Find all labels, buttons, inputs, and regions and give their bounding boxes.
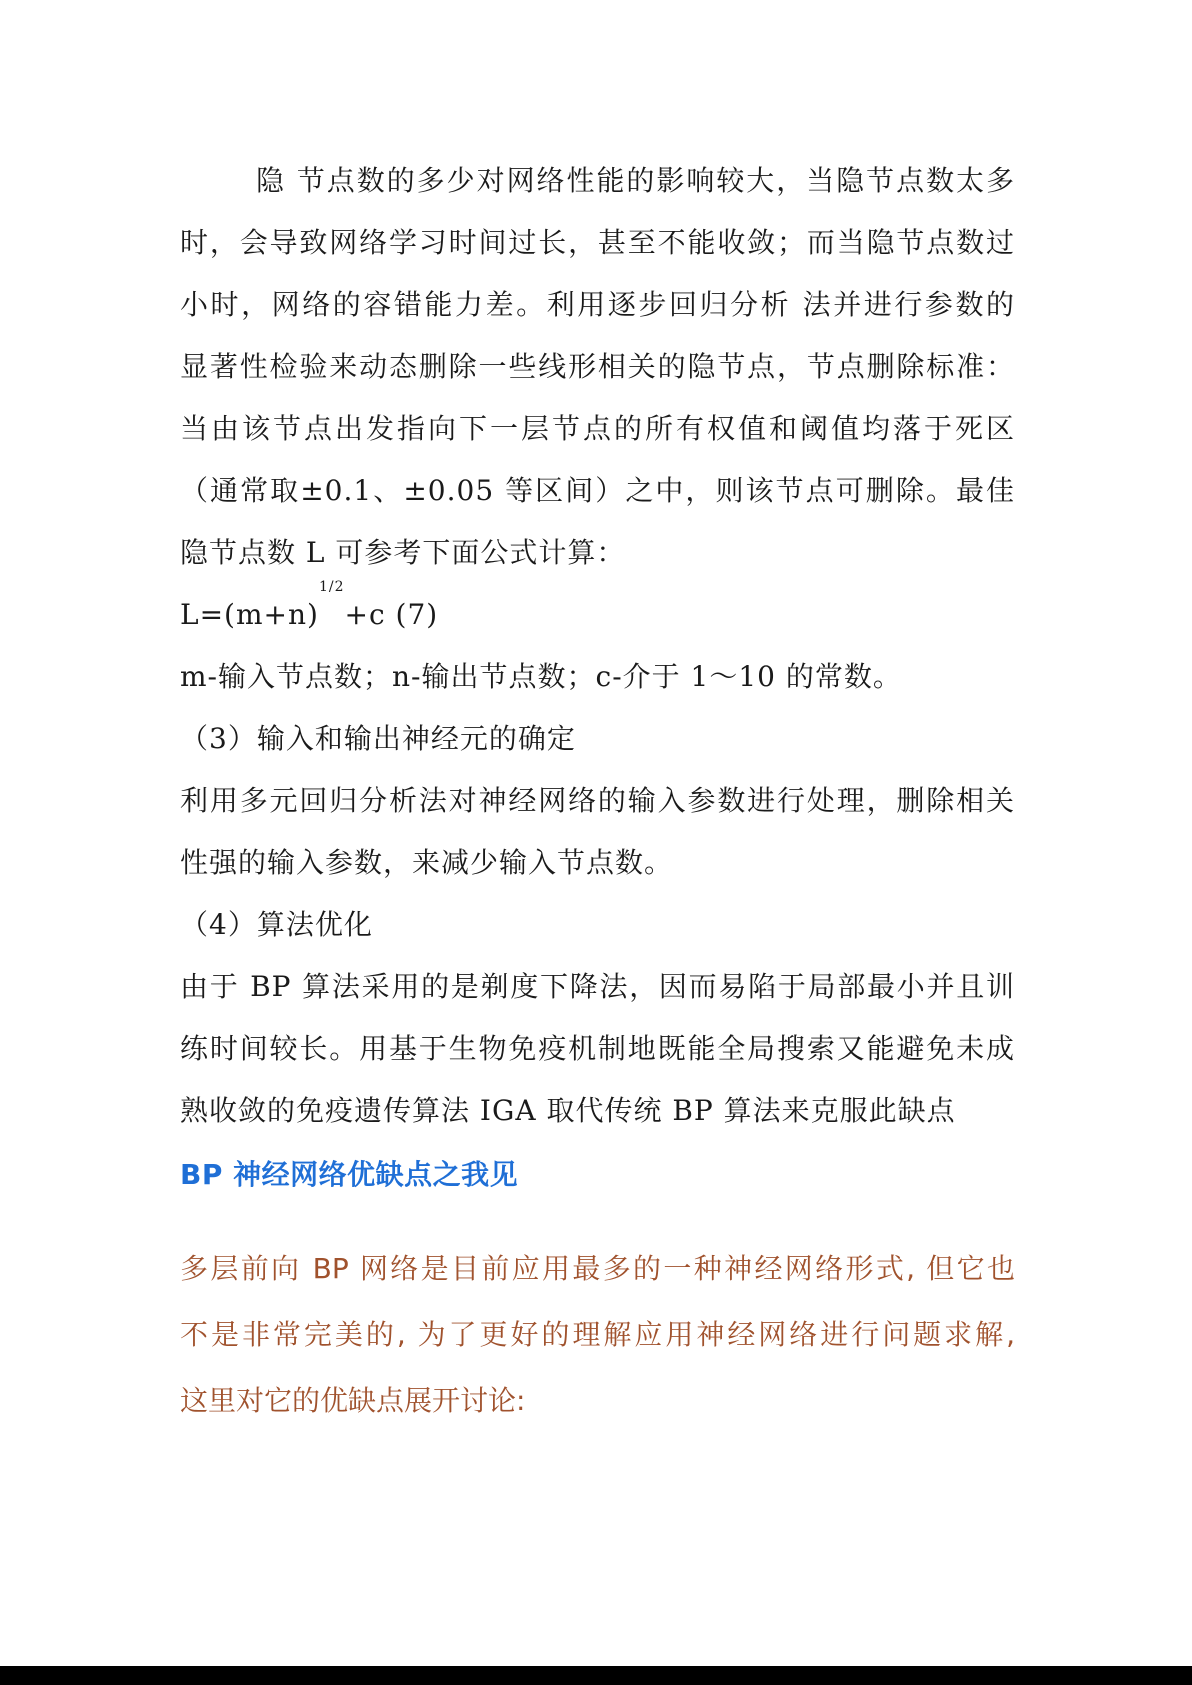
section-4-line: 由于 BP 算法采用的是剃度下降法，因而易陷于局部最小并且训 <box>180 970 1015 1003</box>
section-heading: BP 神经网络优缺点之我见 <box>180 1158 519 1191</box>
section-3-title: （3）输入和输出神经元的确定 <box>180 722 576 755</box>
formula-base: L=(m+n) <box>180 598 319 631</box>
section-4-line: 熟收敛的免疫遗传算法 IGA 取代传统 BP 算法来克服此缺点 <box>180 1094 956 1127</box>
section-3-line: 利用多元回归分析法对神经网络的输入参数进行处理，删除相关 <box>180 784 1015 817</box>
bottom-border <box>0 1666 1192 1685</box>
section-4-line: 练时间较长。用基于生物免疫机制地既能全局搜索又能避免未成 <box>180 1032 1015 1065</box>
body-line: 显著性检验来动态删除一些线形相关的隐节点，节点删除标准： <box>180 350 1015 383</box>
body-line: 小时，网络的容错能力差。利用逐步回归分析 法并进行参数的 <box>180 288 1015 321</box>
formula-exponent: 1/2 <box>318 579 345 595</box>
intro-line: 不是非常完美的, 为了更好的理解应用神经网络进行问题求解, <box>180 1318 1015 1351</box>
formula <box>180 579 1015 646</box>
body-line: 隐 节点数的多少对网络性能的影响较大，当隐节点数太多 <box>256 164 1015 197</box>
body-line: 当由该节点出发指向下一层节点的所有权值和阈值均落于死区 <box>180 412 1015 445</box>
body-line: （通常取±0.1、±0.05 等区间）之中，则该节点可删除。最佳 <box>180 474 1015 507</box>
formula-tail: +c (7) <box>344 598 439 631</box>
document-page <box>180 150 1015 1434</box>
formula-legend: m-输入节点数；n-输出节点数；c-介于 1～10 的常数。 <box>180 660 902 693</box>
section-4-title: （4）算法优化 <box>180 908 373 941</box>
body-line: 时，会导致网络学习时间过长，甚至不能收敛；而当隐节点数过 <box>180 226 1015 259</box>
body-line: 隐节点数 L 可参考下面公式计算： <box>180 536 626 569</box>
intro-line: 这里对它的优缺点展开讨论: <box>180 1384 526 1417</box>
intro-paragraph <box>180 1236 1015 1434</box>
section-3-line: 性强的输入参数，来减少输入节点数。 <box>180 846 674 879</box>
intro-line: 多层前向 BP 网络是目前应用最多的一种神经网络形式, 但它也 <box>180 1252 1015 1285</box>
